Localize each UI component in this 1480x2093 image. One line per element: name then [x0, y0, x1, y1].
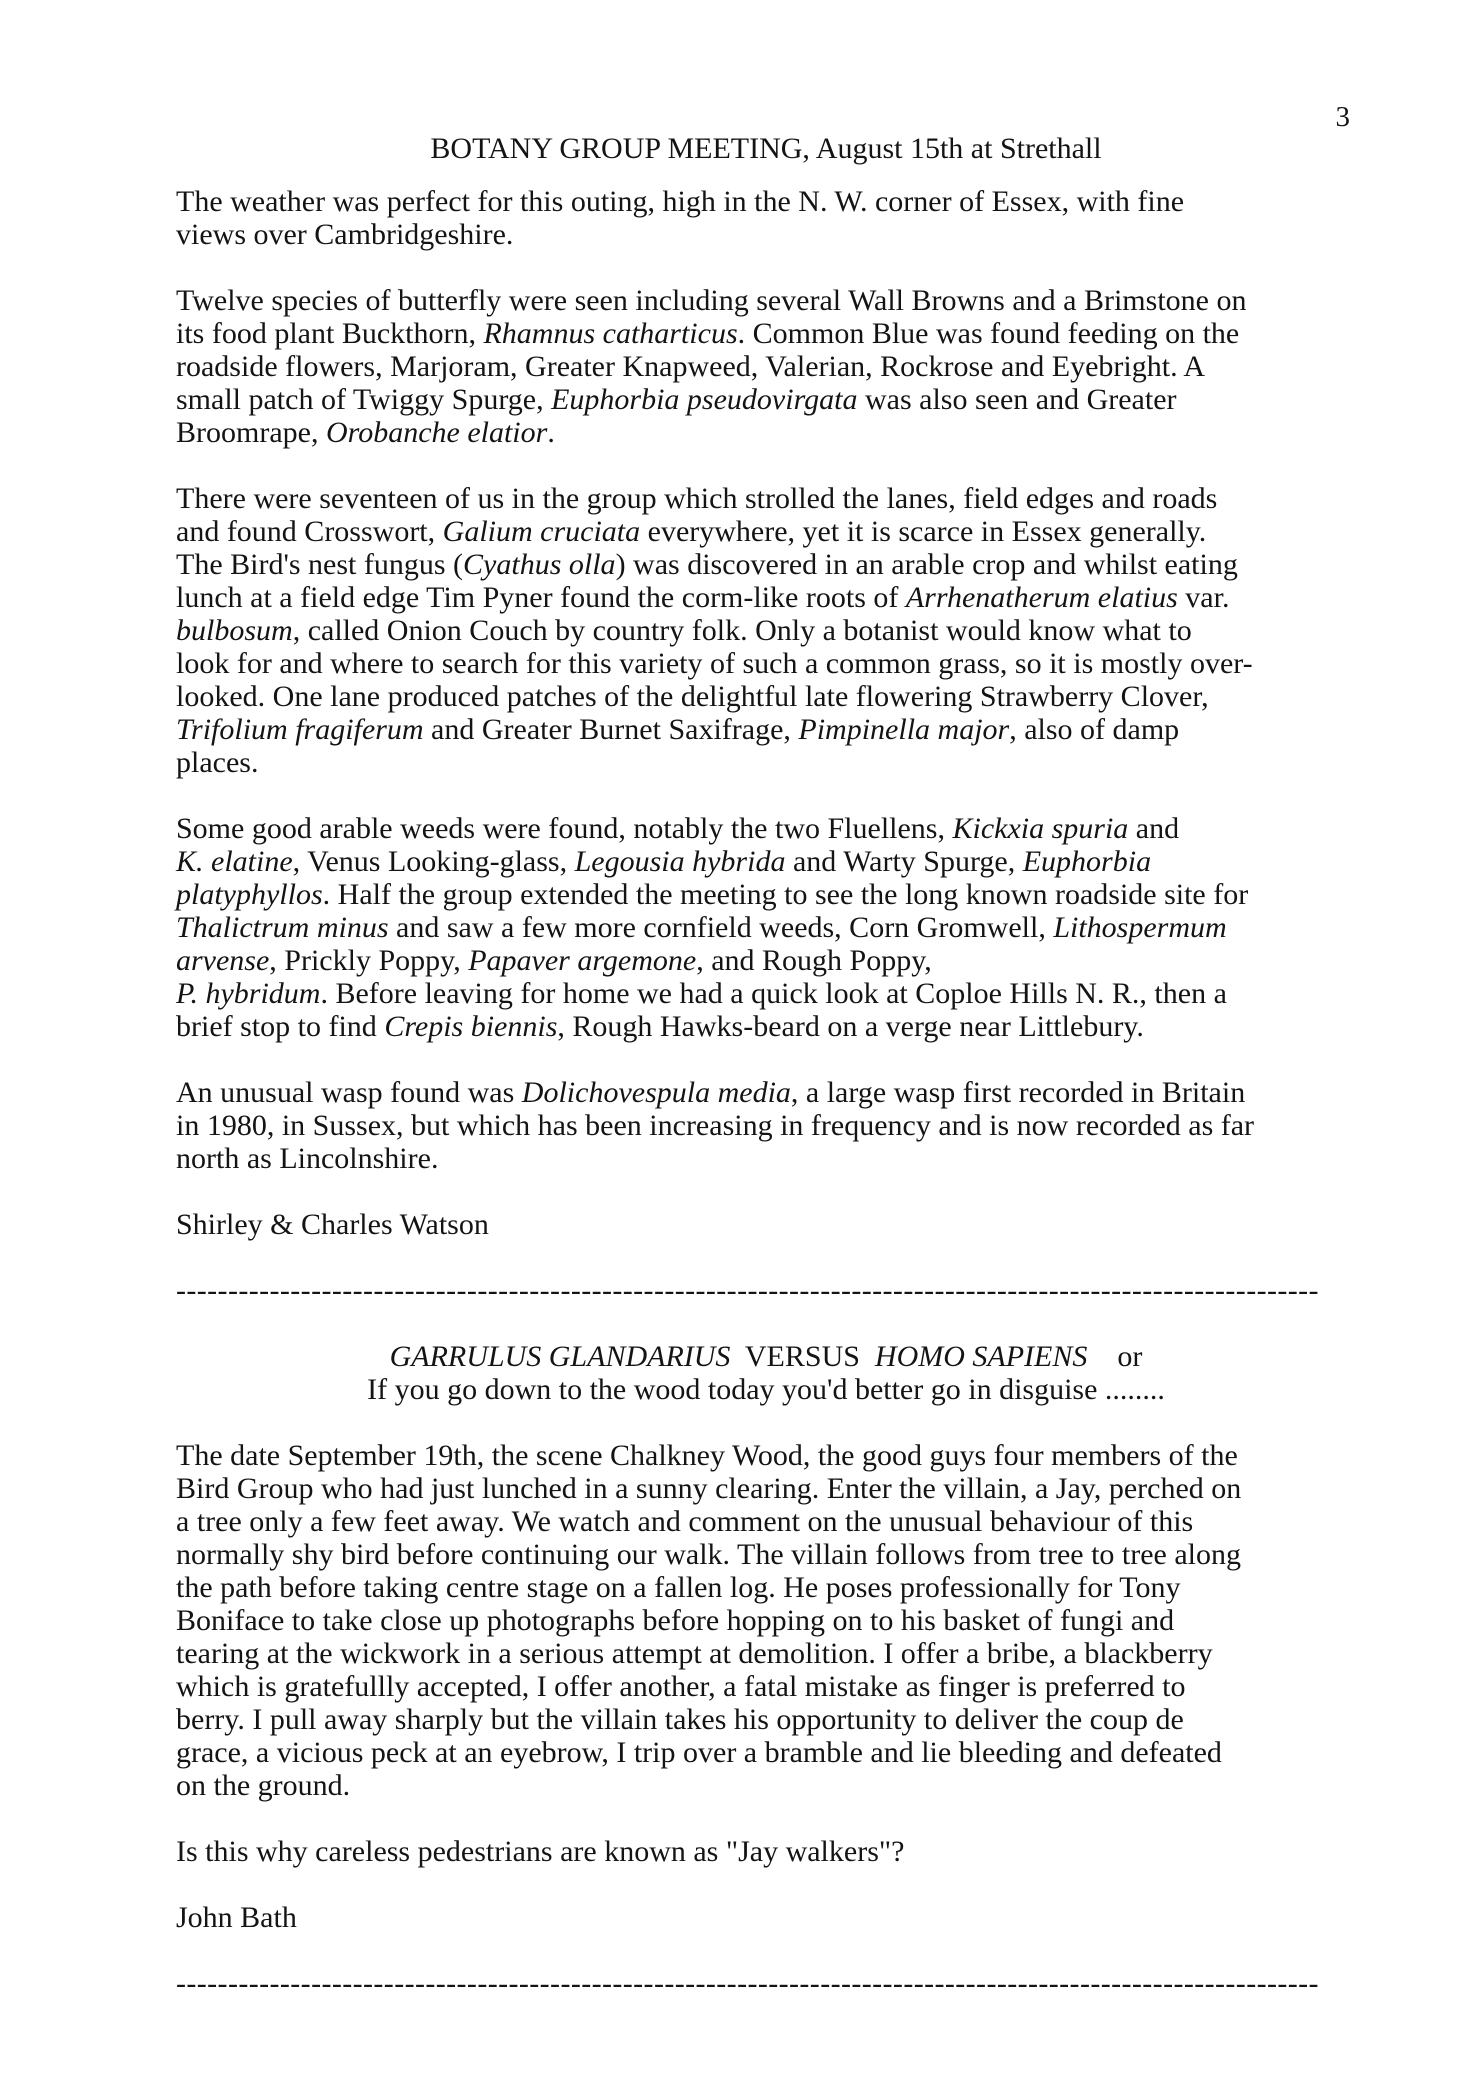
text-line — [176, 944, 1356, 977]
text-run: Broomrape, — [176, 416, 326, 449]
text-line: tearing at the wickwork in a serious attempt at demolition. I offer a bribe, a blackberry — [176, 1637, 1213, 1670]
species-name: Rhamnus catharticus — [483, 317, 738, 350]
text-line: normally shy bird before continuing our walk. The villain follows from tree to tree along — [176, 1538, 1242, 1571]
species-name: Euphorbia — [1022, 845, 1152, 878]
text-line — [176, 548, 1356, 581]
text-line: look for and where to search for this variety of such a common grass, so it is mostly over- — [176, 647, 1253, 680]
text-run: and — [1128, 812, 1180, 845]
text-run: , Venus Looking-glass, — [292, 845, 575, 878]
text-run: and found Crosswort, — [176, 515, 443, 548]
text-line — [176, 614, 1356, 647]
text-line: a tree only a few feet away. We watch and comment on the unusual behaviour of this — [176, 1505, 1194, 1538]
text-line: which is gratefullly accepted, I offer another, a fatal mistake as finger is preferred to — [176, 1670, 1186, 1703]
text-line — [176, 878, 1356, 911]
botany-paragraph-5 — [176, 1076, 1356, 1175]
text-line: grace, a vicious peck at an eyebrow, I trip over a bramble and lie bleeding and defeated — [176, 1736, 1222, 1769]
text-line — [176, 515, 1356, 548]
text-run: , a large wasp first recorded in Britain — [790, 1076, 1246, 1109]
botany-signature: Shirley & Charles Watson — [176, 1208, 489, 1241]
text-run: and Warty Spurge, — [785, 845, 1023, 878]
text-line — [176, 911, 1356, 944]
species-name: Euphorbia pseudovirgata — [551, 383, 858, 416]
botany-paragraph-2 — [176, 284, 1356, 449]
text-line — [176, 713, 1356, 746]
species-name: Papaver argemone — [468, 944, 697, 977]
text-line — [176, 1076, 1356, 1109]
page-content — [176, 132, 1356, 2000]
text-line: on the ground. — [176, 1769, 351, 1802]
title-latin-name: GARRULUS GLANDARIUS — [389, 1340, 731, 1373]
text-line — [176, 416, 1356, 449]
text-run: var. — [1177, 581, 1230, 614]
botany-paragraph-1 — [176, 185, 1356, 251]
species-name: Galium cruciata — [442, 515, 641, 548]
text-line: places. — [176, 746, 259, 779]
text-line: Boniface to take close up photographs before hopping on to his basket of fungi and — [176, 1604, 1175, 1637]
text-line: Bird Group who had just lunched in a sunny clearing. Enter the villain, a Jay, perched on — [176, 1472, 1242, 1505]
text-run: everywhere, yet it is scarce in Essex generally. — [640, 515, 1207, 548]
text-line — [176, 845, 1356, 878]
text-run: The Bird's nest fungus ( — [176, 548, 464, 581]
text-line: views over Cambridgeshire. — [176, 218, 514, 251]
text-run: , also of damp — [1009, 713, 1180, 746]
species-name: arvense — [176, 944, 270, 977]
text-run: brief stop to find — [176, 1010, 385, 1043]
text-line — [176, 317, 1356, 350]
text-run: its food plant Buckthorn, — [176, 317, 484, 350]
species-name: P. hybridum — [176, 977, 321, 1010]
text-line: The weather was perfect for this outing, high in the N. W. corner of Essex, with fine — [176, 185, 1185, 218]
species-name: Thalictrum minus — [176, 911, 389, 944]
text-line: There were seventeen of us in the group which strolled the lanes, field edges and roads — [176, 482, 1218, 515]
text-run: Some good arable weeds were found, notably the two Fluellens, — [176, 812, 953, 845]
title-latin-name: HOMO SAPIENS — [874, 1340, 1088, 1373]
text-line: in 1980, in Sussex, but which has been increasing in frequency and is now recorded as far — [176, 1109, 1255, 1142]
text-line: looked. One lane produced patches of the delightful late flowering Strawberry Clover, — [176, 680, 1209, 713]
text-line: The date September 19th, the scene Chalkney Wood, the good guys four members of the — [176, 1439, 1238, 1472]
text-run: ) was discovered in an arable crop and whilst eating — [615, 548, 1238, 581]
jay-signature: John Bath — [176, 1901, 297, 1934]
text-run: and Greater Burnet Saxifrage, — [423, 713, 799, 746]
text-line — [176, 1010, 1356, 1043]
botany-title: BOTANY GROUP MEETING, August 15th at Strethall — [430, 132, 1102, 165]
species-name: Lithospermum — [1053, 911, 1227, 944]
text-run: , and Rough Poppy, — [696, 944, 932, 977]
page-number: 3 — [1335, 101, 1350, 133]
title-text: or — [1087, 1340, 1143, 1373]
jay-subtitle: If you go down to the wood today you'd better go in disguise ........ — [367, 1373, 1165, 1406]
text-run: , Rough Hawks-beard on a verge near Littlebury. — [557, 1010, 1144, 1043]
jay-paragraph-1 — [176, 1439, 1356, 1802]
text-line — [176, 383, 1356, 416]
text-run: and saw a few more cornfield weeds, Corn Gromwell, — [388, 911, 1054, 944]
species-name: Arrhenatherum elatius — [905, 581, 1178, 614]
species-name: Trifolium fragiferum — [176, 713, 424, 746]
text-line — [176, 977, 1356, 1010]
species-name: Dolichovespula media — [521, 1076, 791, 1109]
species-name: Legousia hybrida — [574, 845, 786, 878]
text-run: . Half the group extended the meeting to see the long known roadside site for — [322, 878, 1249, 911]
text-line — [176, 812, 1356, 845]
text-run: . Before leaving for home we had a quick look at Coploe Hills N. R., then a — [320, 977, 1227, 1010]
text-line: Twelve species of butterfly were seen including several Wall Browns and a Brimstone on — [176, 284, 1247, 317]
species-name: Crepis biennis — [384, 1010, 558, 1043]
botany-paragraph-3 — [176, 482, 1356, 779]
species-name: Cyathus olla — [463, 548, 616, 581]
text-run: An unusual wasp found was — [176, 1076, 522, 1109]
section-divider: -------------------------------------------------------------------------------------------------------------- — [176, 1274, 1319, 1307]
species-name: platyphyllos — [176, 878, 323, 911]
text-run: , called Onion Couch by country folk. Only a botanist would know what to — [292, 614, 1192, 647]
text-run: small patch of Twiggy Spurge, — [176, 383, 552, 416]
jay-paragraph-2: Is this why careless pedestrians are known as "Jay walkers"? — [176, 1835, 905, 1868]
species-name: Kickxia spuria — [952, 812, 1129, 845]
section-divider: -------------------------------------------------------------------------------------------------------------- — [176, 1967, 1319, 2000]
text-line: the path before taking centre stage on a fallen log. He poses professionally for Tony — [176, 1571, 1181, 1604]
text-run: was also seen and Greater — [857, 383, 1177, 416]
text-line: berry. I pull away sharply but the villain takes his opportunity to deliver the coup de — [176, 1703, 1184, 1736]
text-line: north as Lincolnshire. — [176, 1142, 439, 1175]
text-run: lunch at a field edge Tim Pyner found the corm-like roots of — [176, 581, 906, 614]
text-run: . Common Blue was found feeding on the — [737, 317, 1240, 350]
species-name: K. elatine — [176, 845, 293, 878]
species-name: bulbosum — [176, 614, 293, 647]
text-line — [176, 581, 1356, 614]
species-name: Orobanche elatior — [325, 416, 548, 449]
species-name: Pimpinella major — [798, 713, 1010, 746]
text-line: roadside flowers, Marjoram, Greater Knapweed, Valerian, Rockrose and Eyebright. A — [176, 350, 1206, 383]
jay-title — [176, 1340, 1356, 1373]
text-run: . — [547, 416, 555, 449]
botany-paragraph-4 — [176, 812, 1356, 1043]
title-text: VERSUS — [730, 1340, 875, 1373]
text-run: , Prickly Poppy, — [269, 944, 469, 977]
